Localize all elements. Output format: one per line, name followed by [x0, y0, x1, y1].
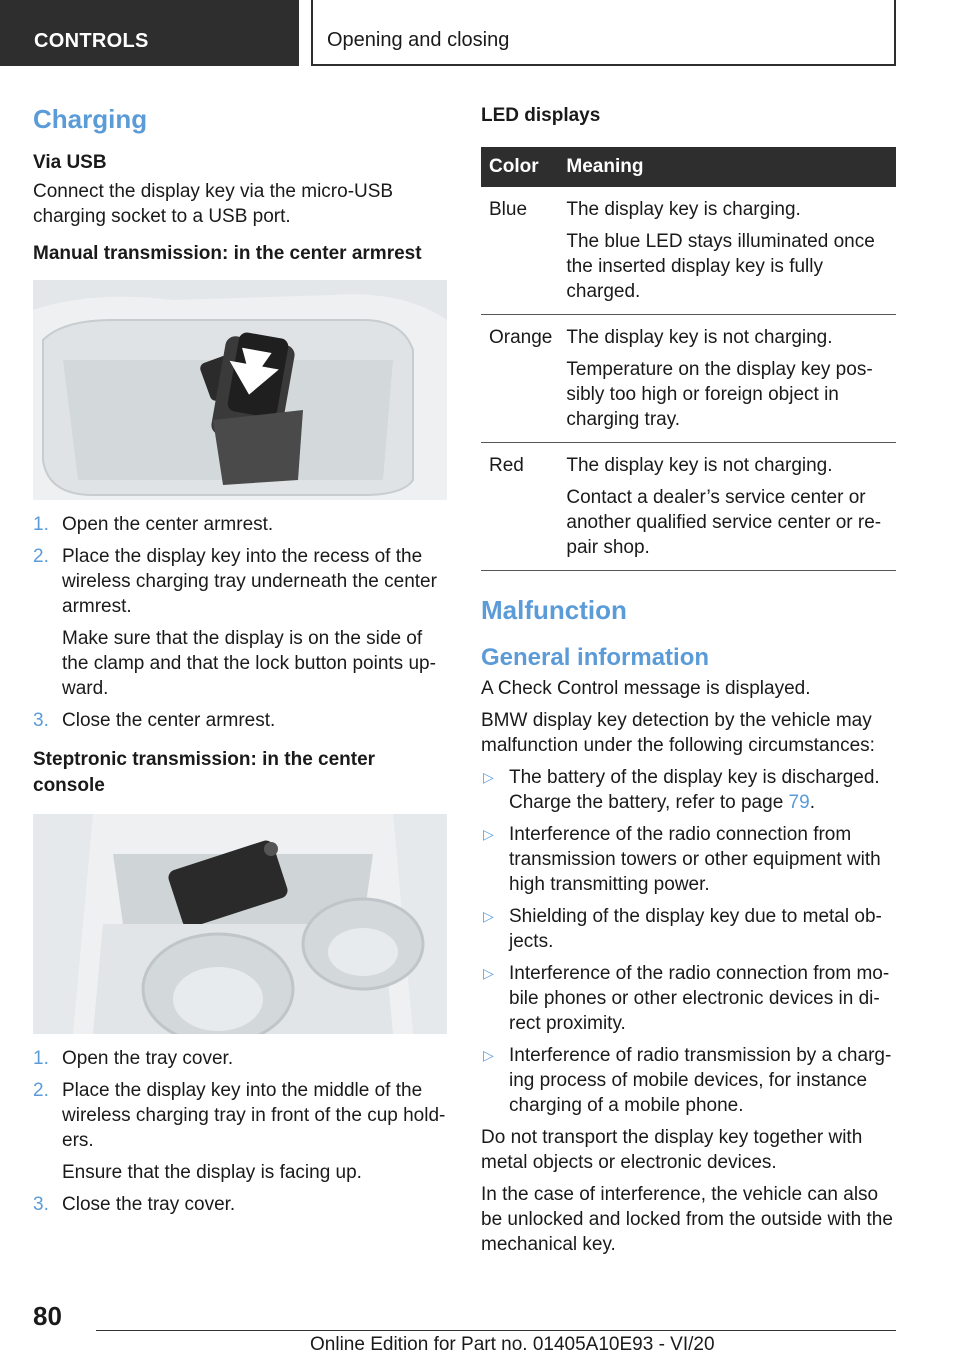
- right-column: [481, 100, 896, 1257]
- table-header-row: [481, 147, 896, 187]
- step-note: Make sure that the display is on the side of the clamp and that the lock button points up-ward.: [62, 628, 436, 699]
- chapter-title: Opening and closing: [311, 0, 896, 66]
- manual-transmission-heading: Manual transmission: in the center armrest: [33, 243, 422, 264]
- list-item: 2. Place the display key into the middle of the wireless charging tray in front of the cup hold-ers. Ensure that the display is facing up.: [33, 1078, 449, 1185]
- center-console-image: [33, 814, 447, 1034]
- page-number: 80: [33, 1301, 62, 1331]
- list-item: 3. Close the center armrest.: [33, 710, 276, 731]
- color-cell: Blue: [481, 187, 558, 315]
- color-cell: Red: [481, 443, 558, 571]
- list-item: 2. Place the display key into the recess of the wireless charging tray underneath the center armrest. Make sure that the display is on the side of the clamp and that the lock button points up-ward.: [33, 544, 449, 701]
- subheading-usb: Via USB: [33, 152, 107, 173]
- list-item: 1. Open the center armrest.: [33, 514, 274, 535]
- manual-steps-list: [33, 512, 449, 733]
- circumstances-list: [481, 765, 896, 1118]
- meaning-cell: The display key is not charging. Contact a dealer’s service center or another qualified service center or re-pair shop.: [558, 443, 896, 571]
- table-row: [481, 187, 896, 315]
- paragraph: BMW display key detection by the vehicle may malfunction under the following circumstances:: [481, 710, 875, 756]
- list-item: ▷ Interference of the radio connection from transmission towers or other equipment with high transmitting power.: [483, 824, 881, 895]
- left-column: [33, 100, 449, 1217]
- step-note: Ensure that the display is facing up.: [62, 1162, 362, 1183]
- paragraph: Do not transport the display key together with metal objects or electronic devices.: [481, 1127, 863, 1173]
- triangle-bullet-icon: ▷: [483, 965, 494, 981]
- meaning-cell: The display key is charging. The blue LED stays illuminated once the inserted display key is fully charged.: [558, 187, 896, 315]
- color-cell: Orange: [481, 315, 558, 443]
- page-reference-link[interactable]: 79: [788, 792, 810, 813]
- triangle-bullet-icon: ▷: [483, 769, 494, 785]
- armrest-image: [33, 280, 447, 500]
- section-heading-malfunction: Malfunction: [481, 595, 627, 625]
- list-item: ▷ Interference of the radio connection from mo-bile phones or other electronic devices in di-rect proximity.: [483, 963, 890, 1034]
- led-displays-heading: LED displays: [481, 105, 601, 126]
- list-item: ▷ Interference of radio transmission by a charg-ing process of mobile devices, for instance charging of a mobile phone.: [483, 1045, 892, 1116]
- list-item: ▷ The battery of the display key is discharged. Charge the battery, refer to page 79.: [483, 767, 880, 813]
- triangle-bullet-icon: ▷: [483, 908, 494, 924]
- edition-note: Online Edition for Part no. 01405A10E93 - VI/20: [310, 1334, 715, 1355]
- usb-paragraph: Connect the display key via the micro-USB charging socket to a USB port.: [33, 181, 394, 227]
- steptronic-steps-list: [33, 1046, 449, 1217]
- section-tab: CONTROLS: [0, 0, 299, 66]
- column-header-meaning: Meaning: [558, 147, 896, 187]
- led-table: [481, 147, 896, 571]
- section-heading-charging: Charging: [33, 104, 148, 134]
- column-header-color: Color: [481, 147, 558, 187]
- list-item: 1. Open the tray cover.: [33, 1048, 234, 1069]
- table-row: [481, 315, 896, 443]
- subheading-general-information: General information: [481, 644, 710, 671]
- triangle-bullet-icon: ▷: [483, 826, 494, 842]
- paragraph: A Check Control message is displayed.: [481, 678, 811, 699]
- table-row: [481, 443, 896, 571]
- meaning-cell: The display key is not charging. Temperature on the display key pos-sibly too high or foreign object in charging tray.: [558, 315, 896, 443]
- steptronic-heading: Steptronic transmission: in the center console: [33, 749, 376, 796]
- footer-divider: [96, 1330, 896, 1331]
- list-item: ▷ Shielding of the display key due to metal ob-jects.: [483, 906, 882, 952]
- triangle-bullet-icon: ▷: [483, 1047, 494, 1063]
- list-item: 3. Close the tray cover.: [33, 1194, 236, 1215]
- paragraph: In the case of interference, the vehicle can also be unlocked and locked from the outside with the mechanical key.: [481, 1184, 893, 1255]
- page-header: [0, 0, 960, 66]
